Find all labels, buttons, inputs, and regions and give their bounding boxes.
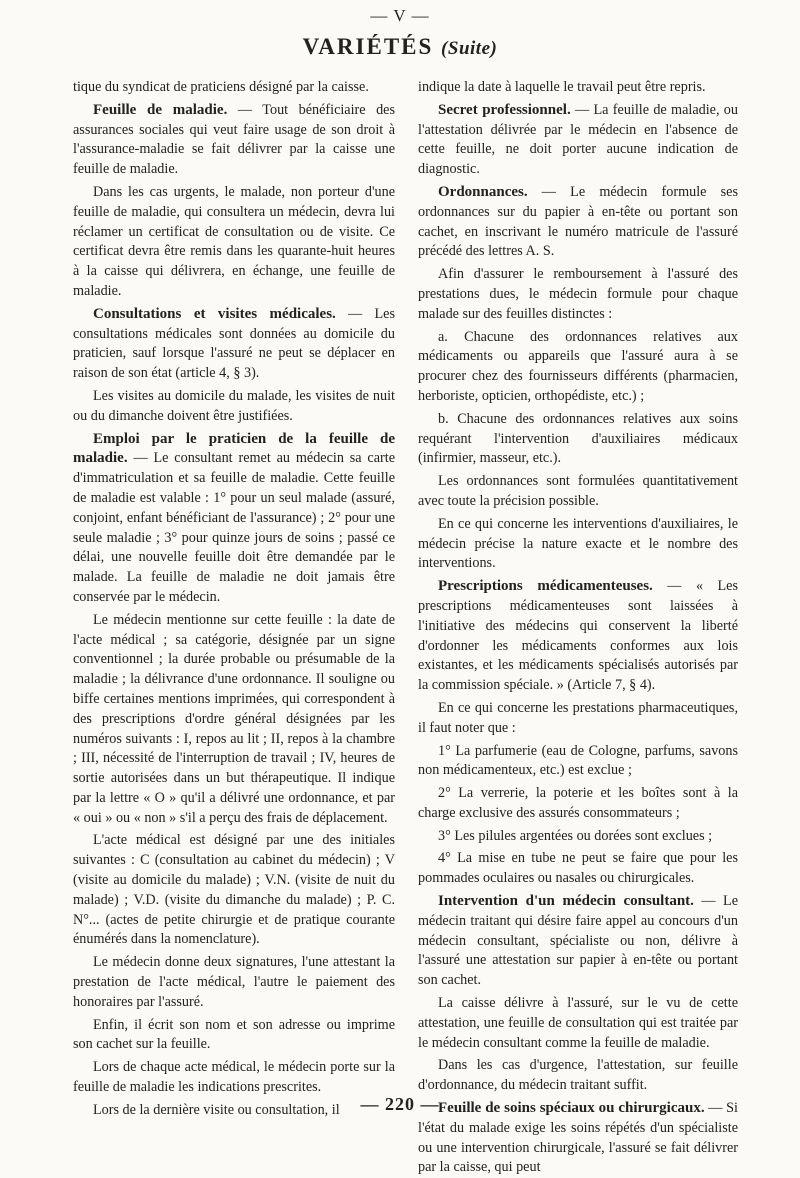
paragraph-text: Dans les cas urgents, le malade, non porteur d'une feuille de maladie, qui consultera un médecin, devra lui réclamer un certificat de consultation ou de visite. Ce certificat devra être remis dans les quarante-huit heures à la caisse qui délivrera, en échange, une feuille de maladie. <box>73 183 395 299</box>
paragraph <box>418 892 738 991</box>
paragraph-text: — « Les prescriptions médicamenteuses sont laissées à l'initiative des médecins qui conservent la liberté d'ordonner les médicaments conformes aux lois existantes, et les médicaments spécialisés autorisés par la commission spéciale. » (Article 7, § 4). <box>418 578 738 694</box>
paragraph-text: 2° La verrerie, la poterie et les boîtes sont à la charge exclusive des assurés consommateurs ; <box>418 785 738 821</box>
paragraph-text: — Tout bénéficiaire des assurances sociales qui veut faire usage de son droit à l'assurance-maladie se fait délivrer par la caisse une feuille de maladie. <box>73 101 395 178</box>
paragraph <box>73 1058 395 1098</box>
run-in-heading: Secret professionnel. <box>438 101 571 118</box>
run-in-heading: Feuille de maladie. <box>93 101 228 118</box>
paragraph <box>418 101 738 180</box>
page-title <box>0 34 800 60</box>
paragraph <box>73 305 395 384</box>
paragraph <box>418 410 738 469</box>
paragraph <box>418 472 738 512</box>
paragraph <box>418 183 738 262</box>
paragraph-text: indique la date à laquelle le travail peut être repris. <box>418 79 706 95</box>
paragraph-text: — La feuille de maladie, ou l'attestation délivrée par le médecin en l'absence de cette feuille, ne doit porter aucune indication de diagnostic. <box>418 101 738 178</box>
paragraph <box>73 78 395 98</box>
run-in-heading: Feuille de soins spéciaux ou chirurgicaux. <box>438 1100 705 1117</box>
paragraph-text: tique du syndicat de praticiens désigné par la caisse. <box>73 79 369 95</box>
paragraph <box>418 515 738 574</box>
paragraph <box>73 183 395 302</box>
left-column <box>73 78 395 1118</box>
paragraph <box>418 994 738 1053</box>
run-in-heading: Consultations et visites médicales. <box>93 305 336 322</box>
paragraph <box>73 831 395 950</box>
paragraph <box>418 1056 738 1096</box>
paragraph-text: En ce qui concerne les prestations pharmaceutiques, il faut noter que : <box>418 699 738 736</box>
paragraph-text: 4° La mise en tube ne peut se faire que pour les pommades oculaires ou nasales ou chirurgicales. <box>418 850 738 887</box>
paragraph <box>73 1016 395 1056</box>
paragraph-text: 1° La parfumerie (eau de Cologne, parfums, savons non médicamenteux, etc.) est exclue ; <box>418 742 738 779</box>
paragraph-text: La caisse délivre à l'assuré, sur le vu de cette attestation, une feuille de consultation qui est traitée par le médecin consultant comme la feuille de maladie. <box>418 995 738 1051</box>
paragraph <box>418 849 738 889</box>
paragraph-text: Dans les cas d'urgence, l'attestation, sur feuille d'ordonnance, du médecin traitant suffit. <box>418 1057 738 1094</box>
paragraph-text: — Le médecin traitant qui désire faire appel au concours d'un médecin consultant, spécialiste ou non, délivre à l'assuré une attestation sur papier à en-tête ou portant son cachet. <box>418 893 738 989</box>
paragraph <box>418 265 738 324</box>
paragraph <box>418 742 738 782</box>
run-in-heading: Prescriptions médicamenteuses. <box>438 578 653 595</box>
paragraph-text: Le médecin donne deux signatures, l'une attestant la prestation de l'acte médical, l'autre le paiement des honoraires par l'assuré. <box>73 954 395 1010</box>
paragraph-text: Enfin, il écrit son nom et son adresse ou imprime son cachet sur la feuille. <box>73 1016 395 1053</box>
run-in-heading: Intervention d'un médecin consultant. <box>438 893 694 910</box>
paragraph-text: L'acte médical est désigné par une des initiales suivantes : C (consultation au cabinet du médecin) ; V (visite au domicile du malade) ; V.N. (visite de nuit du malade) ; V.D. (visite du dimanche du malade) ; P. C. N°... (actes de petite chirurgie et de pratique courante énumérés dans la nomenclature). <box>73 832 395 948</box>
run-in-heading: Emploi par le praticien de la feuille de maladie. <box>73 430 395 467</box>
title-text: VARIÉTÉS <box>302 34 434 59</box>
paragraph <box>73 430 395 608</box>
paragraph-text: — Le consultant remet au médecin sa carte d'immatriculation et sa feuille de maladie. Cette feuille de maladie est valable : 1° pour un seul malade (assuré, conjoint, enfant bénéficiant de l'assurance) ; 2° pour une seule maladie ; 3° pour quinze jours de soins ; passé ce délai, une nouvelle feuille doit être demandée par le malade. La feuille de maladie ne doit jamais être conservée par le médecin. <box>73 450 395 605</box>
paragraph-text: Les visites au domicile du malade, les visites de nuit ou du dimanche doivent être justifiées. <box>73 387 395 424</box>
paragraph-text: Le médecin mentionne sur cette feuille : la date de l'acte médical ; sa catégorie, désignée par un signe conventionnel ; la durée probable ou présumable de la maladie ; la délivrance d'une ordonnance. Il souligne ou biffe certaines mentions imprimées, qui correspondent à des prescriptions d'ordre général désignées par les numéros suivants : I, repos au lit ; II, repos à la chambre ; III, nécessité de l'interruption de travail ; IV, heures de sortie autorisées dans un but thérapeutique. Il indique par la lettre « O » qu'il a délivré une ordonnance, et par « oui » ou « non » s'il a perçu des frais de déplacement. <box>73 611 395 826</box>
paragraph-text: — Les consultations médicales sont données au domicile du praticien, sauf lorsque l'assuré ne peut se déplacer en raison de son état (article 4, § 3). <box>73 305 395 382</box>
right-column <box>418 78 738 1176</box>
paragraph-text: Lors de chaque acte médical, le médecin porte sur la feuille de maladie les indications prescrites. <box>73 1059 395 1096</box>
run-in-heading: Ordonnances. <box>438 183 528 200</box>
paragraph-text: En ce qui concerne les interventions d'auxiliaires, le médecin précise la nature exacte et le nombre des interventions. <box>418 515 738 572</box>
paragraph <box>418 784 738 824</box>
paragraph-text: a. Chacune des ordonnances relatives aux médicaments ou appareils que l'assuré aura à se procurer chez des fournisseurs différents (pharmacien, herboriste, opticien, orthopédiste, etc.) ; <box>418 328 738 404</box>
paragraph <box>418 827 738 847</box>
page-number: — 220 — <box>360 1094 440 1114</box>
title-subtitle: (Suite) <box>441 38 498 59</box>
paragraph-text: Lors de la dernière visite ou consultation, il <box>93 1101 340 1118</box>
paragraph-text: b. Chacune des ordonnances relatives aux soins requérant l'intervention d'auxiliaires médicaux (infirmier, masseur, etc.). <box>418 410 738 467</box>
paragraph <box>73 387 395 427</box>
paragraph <box>418 699 738 739</box>
paragraph-text: Afin d'assurer le remboursement à l'assuré des prestations dues, le médecin formule pour chaque malade sur des feuilles distinctes : <box>418 266 738 322</box>
paragraph-text: — Le médecin formule ses ordonnances sur du papier à en-tête ou portant son cachet, en inscrivant le numéro matricule de l'assuré précédé des lettres A. S. <box>418 183 738 260</box>
paragraph-text: — Si l'état du malade exige les soins répétés d'un spécialiste ou une intervention chirurgicale, l'assuré se fait délivrer par la caisse, qui peut <box>418 1100 738 1176</box>
paragraph <box>418 78 738 98</box>
paragraph-text: Les ordonnances sont formulées quantitativement avec toute la précision possible. <box>418 473 738 509</box>
paragraph <box>73 611 395 829</box>
paragraph <box>73 953 395 1012</box>
paragraph-text: 3° Les pilules argentées ou dorées sont exclues ; <box>438 827 713 844</box>
page-roman-numeral: — V — <box>370 6 430 25</box>
paragraph <box>73 101 395 180</box>
paragraph <box>418 328 738 407</box>
paragraph <box>418 577 738 696</box>
